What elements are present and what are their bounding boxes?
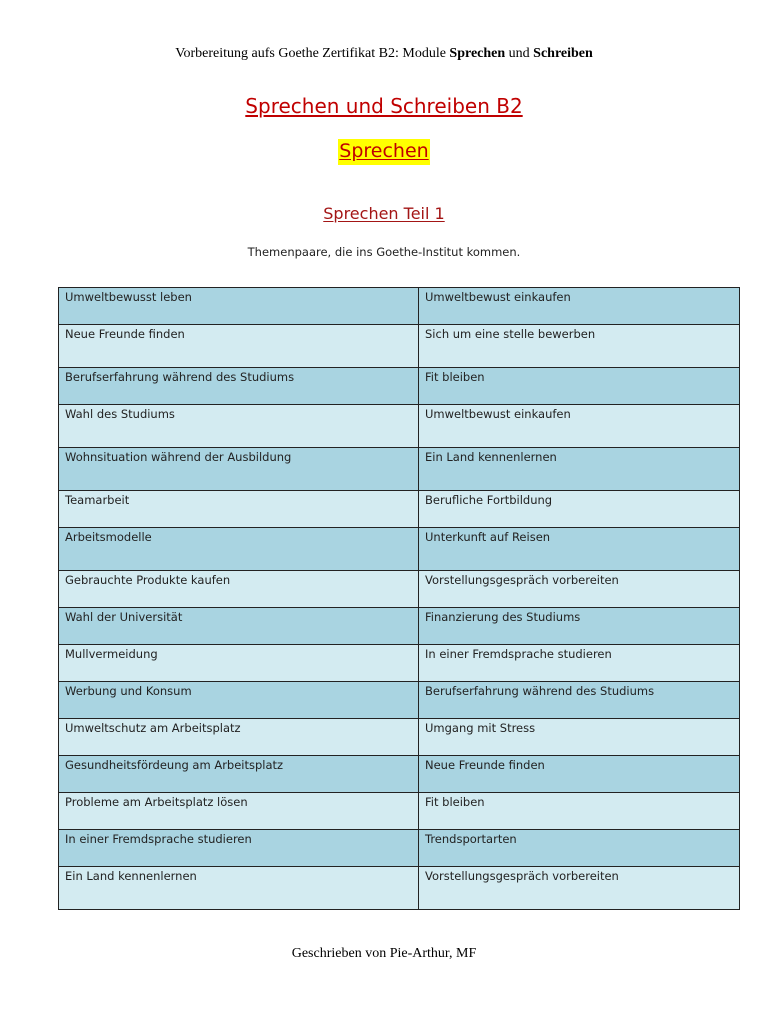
- table-row: [59, 682, 740, 719]
- table-row: [59, 756, 740, 793]
- table-row: [59, 645, 740, 682]
- topic-pairs-body: [59, 288, 740, 910]
- section-heading-text: Sprechen: [338, 139, 429, 165]
- document-title: [0, 94, 768, 118]
- topic-right-cell: Berufserfahrung während des Studiums: [419, 682, 740, 719]
- table-row: [59, 571, 740, 608]
- topic-right-cell: Finanzierung des Studiums: [419, 608, 740, 645]
- table-row: [59, 491, 740, 528]
- table-row: [59, 608, 740, 645]
- footer-credit: Geschrieben von Pie-Arthur, MF: [291, 946, 477, 961]
- part-heading: [0, 204, 768, 223]
- topic-left-cell: Mullvermeidung: [59, 645, 419, 682]
- table-row: [59, 793, 740, 830]
- section-heading: [0, 140, 768, 162]
- topic-right-cell: Unterkunft auf Reisen: [419, 528, 740, 571]
- topic-right-cell: Umweltbewust einkaufen: [419, 288, 740, 325]
- topic-left-cell: Werbung und Konsum: [59, 682, 419, 719]
- topic-right-cell: Fit bleiben: [419, 793, 740, 830]
- topic-left-cell: Umweltbewusst leben: [59, 288, 419, 325]
- part-heading-text: Sprechen Teil 1: [323, 204, 445, 223]
- header-middle: und: [505, 46, 534, 61]
- topic-left-cell: Teamarbeit: [59, 491, 419, 528]
- topic-left-cell: Umweltschutz am Arbeitsplatz: [59, 719, 419, 756]
- topic-right-cell: In einer Fremdsprache studieren: [419, 645, 740, 682]
- topic-right-cell: Vorstellungsgespräch vorbereiten: [419, 867, 740, 910]
- topic-left-cell: Wahl der Universität: [59, 608, 419, 645]
- topic-left-cell: Neue Freunde finden: [59, 325, 419, 368]
- topic-left-cell: In einer Fremdsprache studieren: [59, 830, 419, 867]
- topic-left-cell: Probleme am Arbeitsplatz lösen: [59, 793, 419, 830]
- topic-left-cell: Gebrauchte Produkte kaufen: [59, 571, 419, 608]
- header-bold-schreiben: Schreiben: [533, 46, 593, 61]
- table-row: [59, 448, 740, 491]
- topic-left-cell: Wahl des Studiums: [59, 405, 419, 448]
- topic-right-cell: Vorstellungsgespräch vorbereiten: [419, 571, 740, 608]
- topic-right-cell: Ein Land kennenlernen: [419, 448, 740, 491]
- topic-right-cell: Fit bleiben: [419, 368, 740, 405]
- topic-right-cell: Sich um eine stelle bewerben: [419, 325, 740, 368]
- intro-text: Themenpaare, die ins Goethe-Institut kommen.: [247, 245, 521, 259]
- table-row: [59, 867, 740, 910]
- document-title-text: Sprechen und Schreiben B2: [245, 94, 523, 118]
- topic-right-cell: Umweltbewust einkaufen: [419, 405, 740, 448]
- topic-right-cell: Trendsportarten: [419, 830, 740, 867]
- topic-pairs-table: [58, 287, 740, 910]
- table-row: [59, 288, 740, 325]
- page-header: [0, 46, 768, 62]
- topic-left-cell: Gesundheitsfördeung am Arbeitsplatz: [59, 756, 419, 793]
- topic-left-cell: Berufserfahrung während des Studiums: [59, 368, 419, 405]
- header-bold-sprechen: Sprechen: [449, 46, 506, 61]
- table-row: [59, 368, 740, 405]
- topic-left-cell: Ein Land kennenlernen: [59, 867, 419, 910]
- header-prefix: Vorbereitung aufs Goethe Zertifikat B2: Module: [175, 46, 450, 61]
- topic-left-cell: Arbeitsmodelle: [59, 528, 419, 571]
- table-row: [59, 719, 740, 756]
- topic-right-cell: Neue Freunde finden: [419, 756, 740, 793]
- table-row: [59, 830, 740, 867]
- topic-left-cell: Wohnsituation während der Ausbildung: [59, 448, 419, 491]
- topic-right-cell: Berufliche Fortbildung: [419, 491, 740, 528]
- table-row: [59, 405, 740, 448]
- table-row: [59, 325, 740, 368]
- table-row: [59, 528, 740, 571]
- topic-right-cell: Umgang mit Stress: [419, 719, 740, 756]
